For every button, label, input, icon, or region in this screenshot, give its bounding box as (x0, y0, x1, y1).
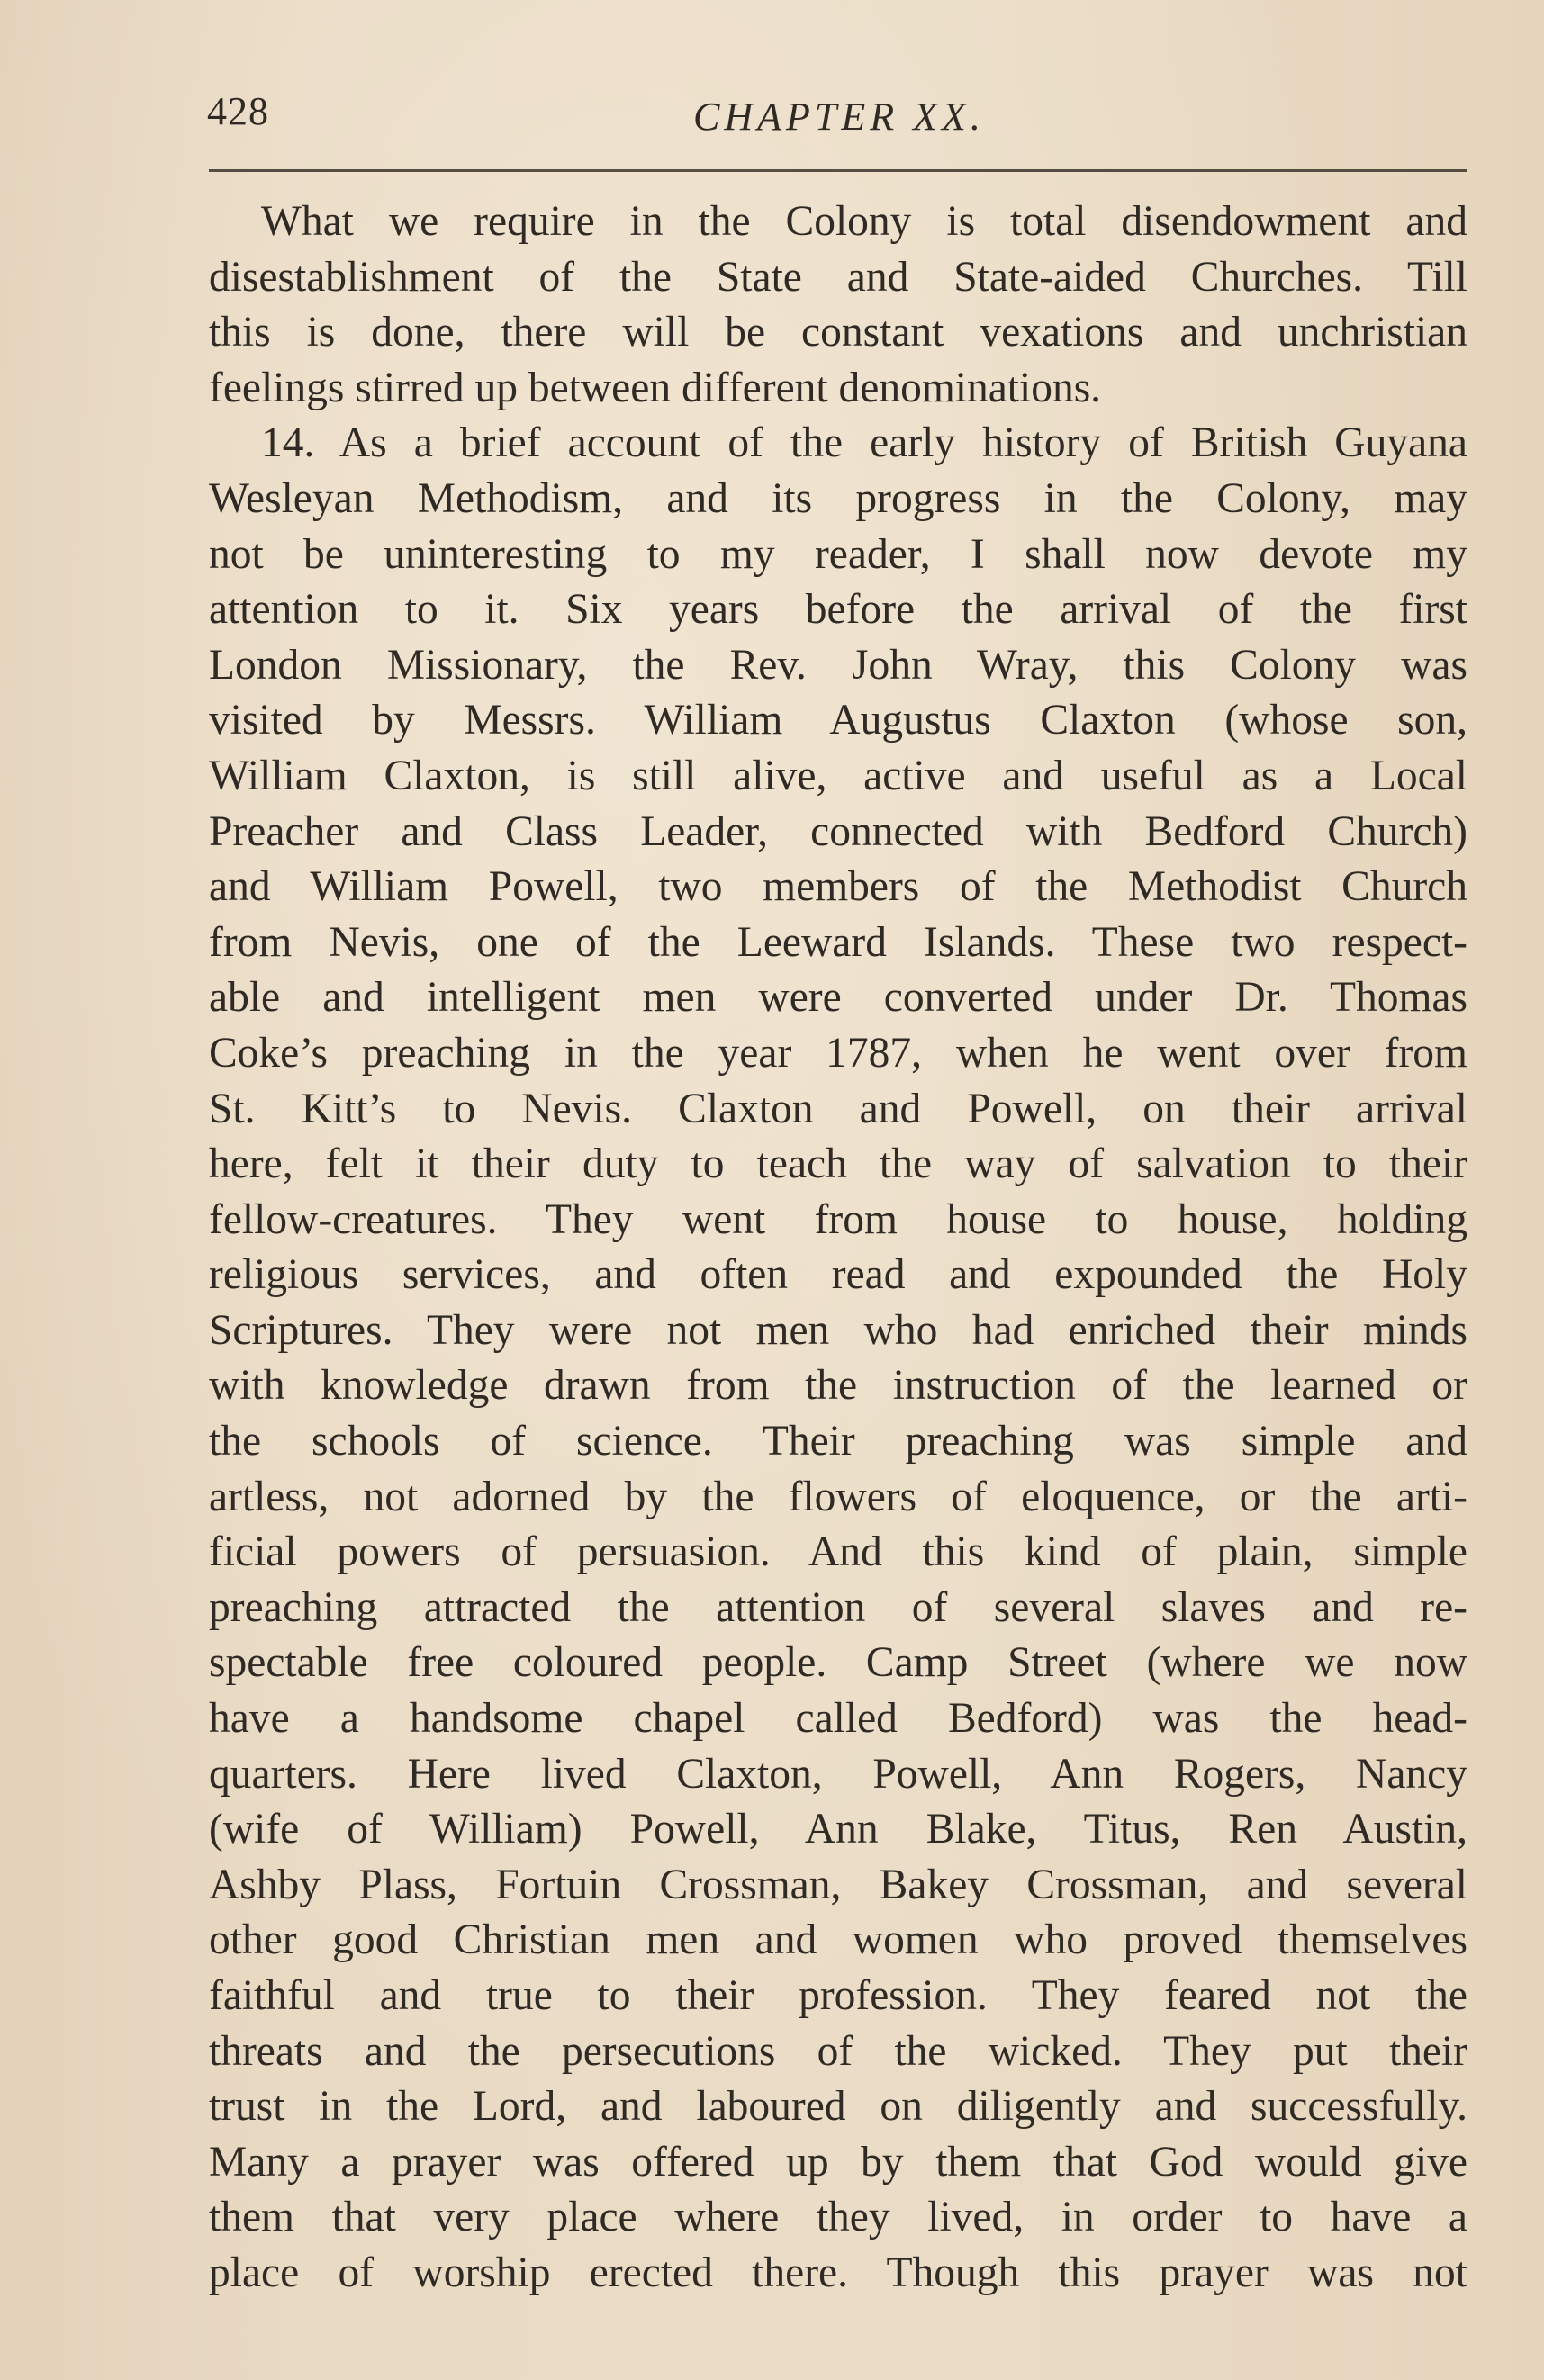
text-line: this is done, there will be constant vexations and unchristian (209, 309, 1467, 356)
text-line: Scriptures. They were not men who had enriched their minds (209, 1306, 1467, 1354)
text-line: here, felt it their duty to teach the way of salvation to their (209, 1140, 1467, 1188)
text-line: Preacher and Class Leader, connected with Bedford Church) (209, 807, 1467, 855)
text-line: London Missionary, the Rev. John Wray, this Colony was (209, 641, 1467, 689)
text-line: place of worship erected there. Though this prayer was not (209, 2249, 1467, 2296)
text-line: with knowledge drawn from the instruction of the learned or (209, 1362, 1467, 1410)
text-line: faithful and true to their profession. They feared not the (209, 1972, 1467, 2019)
text-line: What we require in the Colony is total disendowment and (261, 198, 1467, 245)
text-line: visited by Messrs. William Augustus Claxton (whose son, (209, 697, 1467, 744)
text-line: Wesleyan Methodism, and its progress in the Colony, may (209, 474, 1467, 522)
text-line: able and intelligent men were converted under Dr. Thomas (209, 974, 1467, 1022)
text-line: religious services, and often read and expounded the Holy (209, 1251, 1467, 1299)
header-rule (209, 169, 1467, 172)
text-line: them that very place where they lived, in order to have a (209, 2194, 1467, 2241)
text-line: quarters. Here lived Claxton, Powell, Ann Rogers, Nancy (209, 1750, 1467, 1798)
text-line: artless, not adorned by the flowers of eloquence, or the arti- (209, 1473, 1467, 1520)
text-line: attention to it. Six years before the arrival of the first (209, 586, 1467, 634)
chapter-title: CHAPTER XX. (693, 95, 985, 139)
text-line: Coke’s preaching in the year 1787, when he went over from (209, 1029, 1467, 1077)
running-header (207, 88, 1467, 151)
page-number: 428 (207, 89, 269, 133)
text-line: trust in the Lord, and laboured on diligently and successfully. (209, 2083, 1467, 2131)
text-line: from Nevis, one of the Leeward Islands. These two respect- (209, 918, 1467, 966)
text-line: the schools of science. Their preaching was simple and (209, 1418, 1467, 1465)
text-line: feelings stirred up between different denominations. (209, 364, 1102, 411)
text-line: Many a prayer was offered up by them that God would give (209, 2138, 1467, 2186)
text-line: (wife of William) Powell, Ann Blake, Titus, Ren Austin, (209, 1806, 1467, 1853)
text-line: threats and the persecutions of the wicked. They put their (209, 2027, 1467, 2075)
text-line: William Claxton, is still alive, active and useful as a Local (209, 752, 1467, 799)
text-line: ficial powers of persuasion. And this kind of plain, simple (209, 1528, 1467, 1576)
text-line: spectable free coloured people. Camp Street (where we now (209, 1639, 1467, 1687)
text-line: not be uninteresting to my reader, I shall now devote my (209, 530, 1467, 578)
text-line: Ashby Plass, Fortuin Crossman, Bakey Crossman, and several (209, 1861, 1467, 1908)
text-line: other good Christian men and women who proved themselves (209, 1916, 1467, 1964)
body-text (209, 194, 1467, 2302)
text-line: fellow-creatures. They went from house to house, holding (209, 1195, 1467, 1243)
text-line: preaching attracted the attention of several slaves and re- (209, 1583, 1467, 1631)
text-line: St. Kitt’s to Nevis. Claxton and Powell, on their arrival (209, 1085, 1467, 1132)
text-line: 14. As a brief account of the early history of British Guyana (261, 419, 1467, 467)
text-line: have a handsome chapel called Bedford) was the head- (209, 1695, 1467, 1743)
text-line: disestablishment of the State and State-aided Churches. Till (209, 253, 1467, 301)
text-line: and William Powell, two members of the Methodist Church (209, 863, 1467, 911)
